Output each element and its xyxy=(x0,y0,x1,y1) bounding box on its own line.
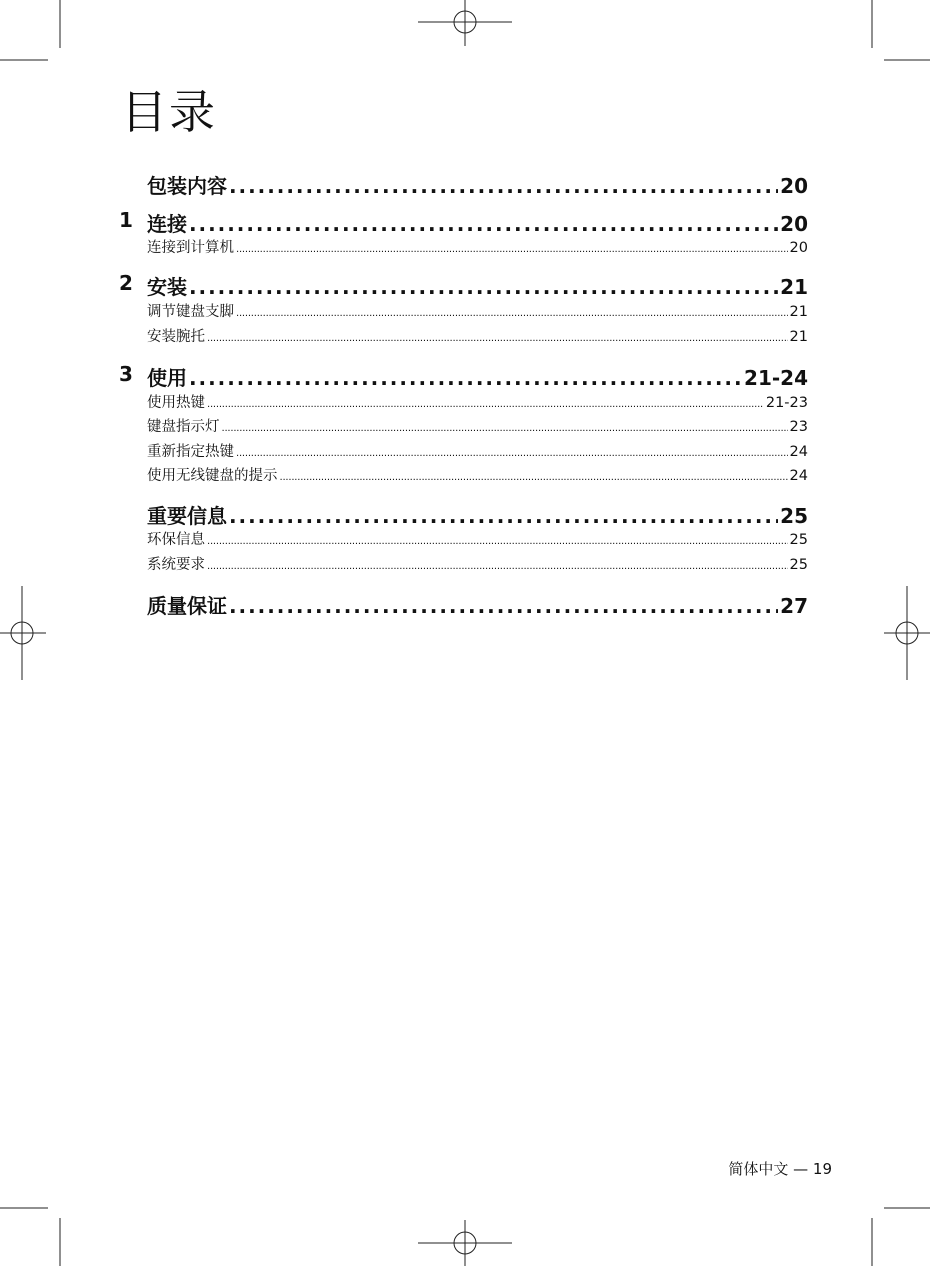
toc-leader-dots xyxy=(207,399,764,410)
toc-leader-dots xyxy=(229,174,778,198)
toc-leader-dots xyxy=(229,594,778,618)
toc-subsection-entry[interactable] xyxy=(147,415,808,437)
toc-entry-label: 调节键盘支脚 xyxy=(147,304,234,320)
toc-page-number: 24 xyxy=(789,468,808,484)
toc-leader-dots xyxy=(207,333,788,344)
toc-page-number: 21-23 xyxy=(765,395,808,411)
toc-subsection-entry[interactable] xyxy=(147,553,808,575)
toc-page-number: 23 xyxy=(789,419,808,435)
toc-section-entry[interactable] xyxy=(147,170,808,198)
toc-subsection-entry[interactable] xyxy=(147,528,808,550)
toc-leader-dots xyxy=(222,423,788,434)
toc-entry-label: 键盘指示灯 xyxy=(147,419,220,435)
toc-chapter-number: 3 xyxy=(119,362,133,386)
page-footer: 简体中文 — 19 xyxy=(728,1160,832,1178)
toc-page-number: 20 xyxy=(789,240,808,256)
toc-entry-label: 使用 xyxy=(147,366,187,390)
toc-leader-dots xyxy=(189,275,778,299)
toc-entry-label: 包装内容 xyxy=(147,174,227,198)
toc-section-entry[interactable] xyxy=(119,271,808,299)
toc-leader-dots xyxy=(189,212,778,236)
toc-section-entry[interactable] xyxy=(119,362,808,390)
toc-leader-dots xyxy=(229,504,778,528)
toc-entry-label: 安装 xyxy=(147,275,187,299)
toc-entry-label: 重新指定热键 xyxy=(147,444,234,460)
toc-leader-dots xyxy=(189,366,742,390)
toc-entry-label: 环保信息 xyxy=(147,532,205,548)
toc-entry-label: 连接 xyxy=(147,212,187,236)
toc-entry-label: 安装腕托 xyxy=(147,329,205,345)
toc-subsection-entry[interactable] xyxy=(147,325,808,347)
toc-subsection-entry[interactable] xyxy=(147,464,808,486)
toc-section-entry[interactable] xyxy=(119,208,808,236)
toc-entry-label: 使用热键 xyxy=(147,395,205,411)
toc-chapter-number: 2 xyxy=(119,271,133,295)
toc-entry-label: 质量保证 xyxy=(147,594,227,618)
toc-subsection-entry[interactable] xyxy=(147,391,808,413)
toc-page-number: 21 xyxy=(789,304,808,320)
toc-page-number: 21 xyxy=(780,275,808,299)
page-title: 目录 xyxy=(121,85,217,139)
toc-leader-dots xyxy=(207,561,788,572)
toc-page-number: 20 xyxy=(780,212,808,236)
toc-subsection-entry[interactable] xyxy=(147,300,808,322)
toc-page-number: 25 xyxy=(780,504,808,528)
toc-page-number: 21 xyxy=(789,329,808,345)
toc-page-number: 25 xyxy=(789,557,808,573)
toc-page-number: 20 xyxy=(780,174,808,198)
toc-subsection-entry[interactable] xyxy=(147,236,808,258)
toc-leader-dots xyxy=(236,308,788,319)
toc-entry-label: 使用无线键盘的提示 xyxy=(147,468,278,484)
toc-chapter-number: 1 xyxy=(119,208,133,232)
toc-entry-label: 系统要求 xyxy=(147,557,205,573)
toc-leader-dots xyxy=(207,536,788,547)
toc-page-number: 24 xyxy=(789,444,808,460)
toc-section-entry[interactable] xyxy=(147,590,808,618)
toc-entry-label: 连接到计算机 xyxy=(147,240,234,256)
toc-page-number: 27 xyxy=(780,594,808,618)
toc-page-number: 25 xyxy=(789,532,808,548)
toc-leader-dots xyxy=(236,244,788,255)
toc-leader-dots xyxy=(236,448,788,459)
toc-section-entry[interactable] xyxy=(147,500,808,528)
toc-subsection-entry[interactable] xyxy=(147,440,808,462)
toc-page-number: 21-24 xyxy=(744,366,808,390)
toc-entry-label: 重要信息 xyxy=(147,504,227,528)
toc-leader-dots xyxy=(280,472,788,483)
